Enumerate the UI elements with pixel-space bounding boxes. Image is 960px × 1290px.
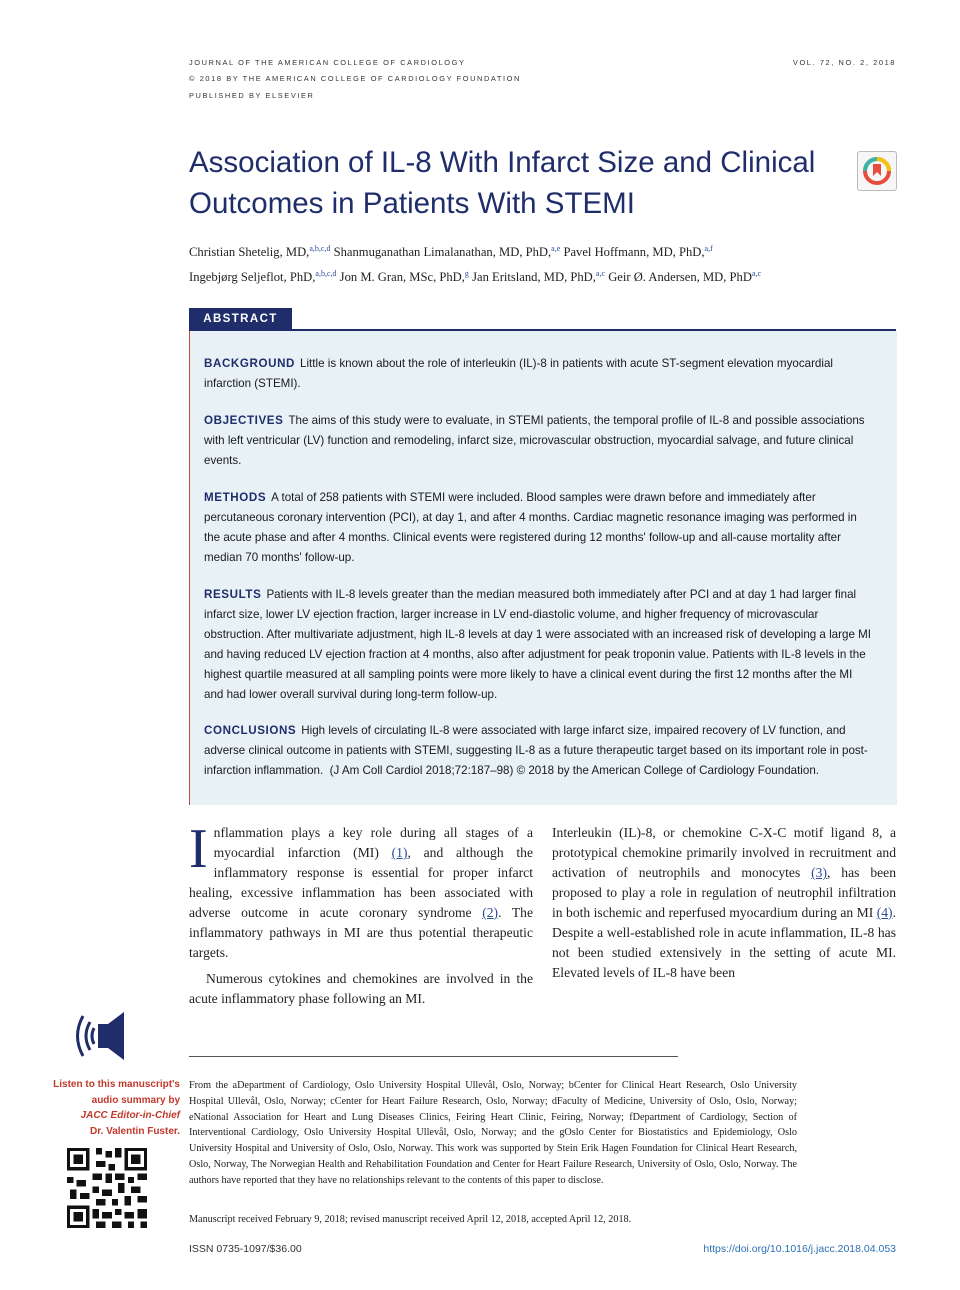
publisher-line: PUBLISHED BY ELSEVIER (189, 91, 315, 100)
abstract-results: RESULTS Patients with IL-8 levels greater than the median measured both immediately after PCI and at day 1 had larger final infarct size, lower LV ejection fraction, larger increase in LV end-diastolic volume, and higher frequency of microvascular obstruction. After multivariate adjustment, high IL-8 levels at day 1 were associated with an increased risk of developing a large MI and having reduced LV ejection fraction at 4 months, also after adjustment for peak troponin value. Patients with IL-8 levels in the highest quartile measured at all sampling points were more likely to have a clinical event during the first 12 months after the MI and had lower overall survival during long-term follow-up. (204, 588, 871, 701)
author[interactable]: Pavel Hoffmann, MD, PhD,$^{a,f}$ (563, 244, 713, 260)
copyright-line: © 2018 BY THE AMERICAN COLLEGE OF CARDIOLOGY FOUNDATION (189, 74, 521, 83)
qr-code-icon[interactable] (67, 1148, 147, 1228)
section-label: RESULTS (204, 588, 262, 601)
abstract-background: BACKGROUND Little is known about the role of interleukin (IL)-8 in patients with acute ST-segment elevation myocardial infarction (STEMI). (204, 357, 833, 390)
manuscript-dates: Manuscript received February 9, 2018; revised manuscript received April 12, 2018, accepted April 12, 2018. (189, 1214, 632, 1225)
journal-name: JOURNAL OF THE AMERICAN COLLEGE OF CARDIOLOGY (189, 58, 466, 67)
article-title: Association of IL-8 With Infarct Size and Clinical Outcomes in Patients With STEMI (189, 146, 816, 220)
reference-link[interactable]: (3) (811, 865, 827, 880)
abstract-conclusions: CONCLUSIONS High levels of circulating IL-8 were associated with large infarct size, impaired recovery of LV function, and adverse clinical outcome in patients with STEMI, suggesting IL-8 as a future therapeutic target based on its important role in post-infarction inflammation. (J Am Coll Cardiol 2018;72:187–98) © 2018 by the American College of Cardiology Foundation. (204, 724, 868, 777)
author[interactable]: Jan Eritsland, MD, PhD,$^{a,c}$ (472, 269, 606, 285)
section-label: METHODS (204, 491, 267, 504)
speaker-icon[interactable] (72, 1008, 136, 1064)
section-label: CONCLUSIONS (204, 724, 297, 737)
body-column-right (552, 823, 896, 983)
reference-link[interactable]: (1) (391, 845, 408, 860)
author[interactable]: Jon M. Gran, MSc, PhD,$^g$ (339, 269, 469, 285)
abstract-tab: ABSTRACT (189, 308, 292, 330)
citation: (J Am Coll Cardiol 2018;72:187–98) © 2018 by the American College of Cardiology Foundation. (329, 764, 819, 777)
paragraph: Interleukin (IL)-8, or chemokine C-X-C motif ligand 8, a prototypical chemokine primarily involved in recruitment and activation of neutrophils and monocytes (3), has been proposed to play a role in regulation of neutrophil infiltration in both ischemic and reperfused myocardium during an MI (4). Despite a well-established role in acute inflammation, IL-8 has not been studied extensively in the setting of acute MI. Elevated levels of IL-8 have been (552, 825, 896, 980)
paragraph: Inflammation plays a key role during all stages of a myocardial infarction (MI) (1), and although the inflammatory response is essential for proper infarct healing, excessive inflammation has been associated with adverse outcome in acute coronary syndrome (2). The inflammatory pathways in MI are thus potential therapeutic targets. (189, 818, 533, 960)
author[interactable]: Christian Shetelig, MD,$^{a,b,c,d}$ (189, 244, 331, 260)
paragraph: Numerous cytokines and chemokines are involved in the acute inflammatory phase following an MI. (189, 971, 533, 1006)
affiliations: From the aDepartment of Cardiology, Oslo University Hospital Ullevål, Oslo, Norway; bCenter for Clinical Heart Research, Oslo University Hospital Ullevål, Oslo, Norway; cCenter for Heart Failure Research, Oslo, Norway; dFaculty of Medicine, University of Oslo, Oslo, Norway; eNational Association for Heart and Lung Diseases Clinics, Feiring Heart Clinic, Feiring, Norway; fDepartment of Cardiology, Section of Interventional Cardiology, Oslo University Hospital Ullevål, Oslo, Norway; and the gOslo Center for Biostatistics and Epidemiology, Oslo University Hospital and University of Oslo, Oslo, Norway. This work was supported by Stein Erik Hagen Foundation for Clinical Heart Research, Oslo, Norway, The Norwegian Health and Rehabilitation Foundation and Center for Heart Failure Research, University of Oslo, Oslo, Norway. The authors have reported that they have no relationships relevant to the contents of this paper to disclose. (189, 1080, 797, 1186)
issn: ISSN 0735-1097/$36.00 (189, 1243, 302, 1255)
author[interactable]: Shanmuganathan Limalanathan, MD, PhD,$^{a,e}$ (333, 244, 561, 260)
author-list (189, 238, 899, 288)
body-column-left (189, 818, 533, 1023)
abstract-methods: METHODS A total of 258 patients with STEMI were included. Blood samples were drawn before and immediately after percutaneous coronary intervention (PCI), at day 1, and after 4 months. Cardiac magnetic resonance imaging was performed in the acute phase and after 4 months. Clinical events were registered during 12 months' follow-up and all-cause mortality after median 70 months' follow-up. (204, 491, 857, 564)
reference-link[interactable]: (2) (482, 905, 499, 920)
author[interactable]: Ingebjørg Seljeflot, PhD,$^{a,b,c,d}$ (189, 269, 337, 285)
author[interactable]: Geir Ø. Andersen, MD, PhD$^{a,c}$ (608, 269, 762, 285)
crossmark-icon[interactable] (857, 151, 897, 191)
doi-link[interactable]: https://doi.org/10.1016/j.jacc.2018.04.053 (703, 1243, 896, 1255)
abstract-objectives: OBJECTIVES The aims of this study were to evaluate, in STEMI patients, the temporal profile of IL-8 and possible associations with left ventricular (LV) function and remodeling, infarct size, microvascular obstruction, myocardial salvage, and future clinical events. (204, 414, 865, 467)
section-label: OBJECTIVES (204, 414, 284, 427)
drop-cap: I (189, 818, 208, 880)
audio-summary-caption[interactable]: Listen to this manuscript's audio summary by JACC Editor-in-Chief Dr. Valentin Fuster. (53, 1079, 180, 1137)
section-label: BACKGROUND (204, 357, 296, 370)
volume-info: VOL. 72, NO. 2, 2018 (792, 58, 896, 67)
reference-link[interactable]: (4) (876, 905, 893, 920)
footnote-divider (189, 1056, 678, 1057)
